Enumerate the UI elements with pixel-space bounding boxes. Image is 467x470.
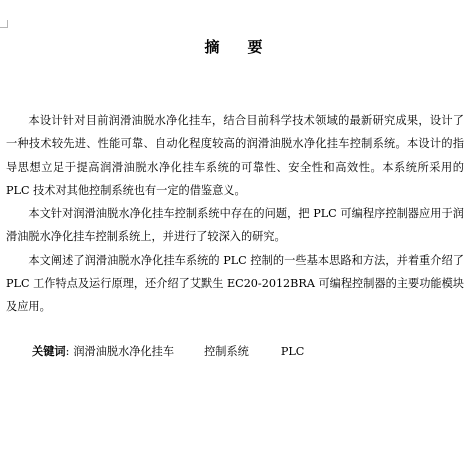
page-corner-mark xyxy=(0,20,8,28)
keyword-item: 控制系统 xyxy=(204,345,249,358)
keywords-separator: : xyxy=(65,345,70,358)
abstract-title-char-2: 要 xyxy=(247,38,263,56)
keywords-label: 关键词 xyxy=(32,345,66,358)
keywords-line xyxy=(32,342,304,362)
abstract-body xyxy=(6,109,464,319)
abstract-paragraph-2: 本文针对润滑油脱水净化挂车控制系统中存在的问题，把 PLC 可编程序控制器应用于润滑油脱水净化挂车控制系统上，并进行了较深入的研究。 xyxy=(6,207,464,244)
keyword-item: 润滑油脱水净化挂车 xyxy=(73,345,175,358)
abstract-paragraph-1: 本设计针对目前润滑油脱水净化挂车，结合目前科学技术领域的最新研究成果，设计了一种技术较先进、性能可靠、自动化程度较高的润滑油脱水净化挂车控制系统。本设计的指导思想立足于提高润滑油脱水净化挂车系统的可靠性、安全性和高效性。本系统所采用的 PLC 技术对其他控制系统也有一定的借鉴意义。 xyxy=(6,114,464,197)
abstract-title-char-1: 摘 xyxy=(204,38,220,56)
keyword-item: PLC xyxy=(280,345,305,358)
abstract-title xyxy=(0,36,467,57)
abstract-paragraph-3: 本文阐述了润滑油脱水净化挂车系统的 PLC 控制的一些基本思路和方法，并着重介绍了 PLC 工作特点及运行原理，还介绍了艾默生 EC20-2012BRA 可编程控制器的主要功能模块及应用。 xyxy=(6,253,464,314)
